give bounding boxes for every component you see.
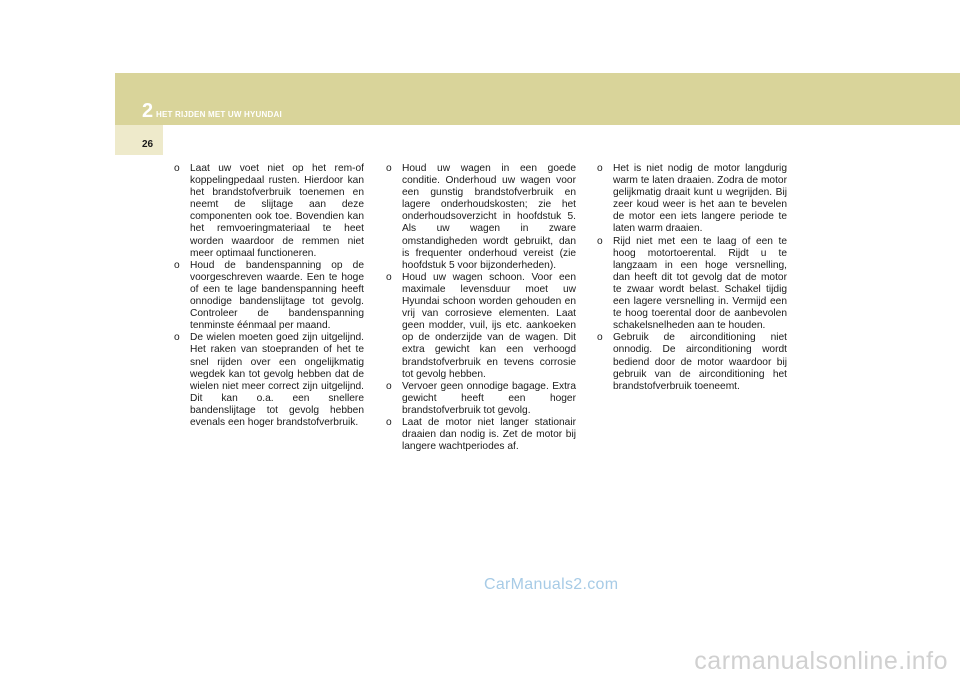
bullet-text: Houd uw wagen in een goede conditie. Onderhoud uw wagen voor een gunstig brandstofverbruik en lagere onderhoudskosten; zie het onderhoudsoverzicht in hoofdstuk 5. Als uw wagen in zware omstandigheden wordt gebruikt, dan is frequenter onderhoud vereist (zie hoofdstuk 5 voor bijzonderheden).: [402, 163, 576, 271]
bullet-marker: o: [386, 380, 392, 392]
bullet-item: [174, 163, 364, 260]
text-column-1: [174, 163, 364, 429]
bullet-item: [174, 260, 364, 333]
bullet-text: Laat de motor niet langer stationair draaien dan nodig is. Zet de motor bij langere wachtperiodes af.: [402, 416, 576, 453]
page-number: 26: [142, 139, 154, 150]
bullet-marker: o: [174, 259, 180, 271]
bullet-text: Houd uw wagen schoon. Voor een maximale levensduur moet uw Hyundai schoon worden gehouden en vrij van corrosieve elementen. Laat geen modder, vuil, ijs etc. aankoeken op de onderzijde van de wagen. Dit extra gewicht kan een verhoogd brandstofverbruik en tevens corrosie tot gevolg hebben.: [402, 271, 576, 380]
bullet-item: [386, 417, 576, 453]
bullet-text: Houd de bandenspanning op de voorgeschreven waarde. Een te hoge of een te lage bandenspanning heeft onnodige bandenslijtage tot gevolg. Controleer de bandenspanning tenminste éénmaal per maand.: [190, 259, 364, 332]
text-column-3: [597, 163, 787, 393]
bullet-marker: o: [597, 163, 603, 174]
bullet-marker: o: [386, 416, 392, 428]
bullet-marker: o: [597, 235, 603, 247]
bullet-text: Het is niet nodig de motor langdurig warm te laten draaien. Zodra de motor gelijkmatig draait kunt u wegrijden. Bij zeer koud weer is het aan te bevelen de motor een iets langere periode te laten warm draaien.: [613, 163, 787, 235]
text-column-2: [386, 163, 576, 453]
bullet-text: Gebruik de airconditioning niet onnodig. De airconditioning wordt bediend door de motor waardoor bij gebruik van de airconditioning het brandstofverbruik toeneemt.: [613, 332, 787, 392]
bullet-text: Laat uw voet niet op het rem-of koppelingpedaal rusten. Hierdoor kan het brandstofverbruik toenemen en neemt de slijtage aan deze componenten ook toe. Bovendien kan het remvoeringmateriaal te heet worden waardoor de remmen niet meer optimaal functioneren.: [190, 163, 364, 259]
bullet-item: [597, 332, 787, 392]
bullet-item: [174, 332, 364, 429]
bullet-item: [386, 381, 576, 417]
bullet-marker: o: [174, 163, 180, 174]
footer-watermark: carmanualsonline.info: [694, 647, 948, 675]
page-number-tab: [115, 125, 163, 155]
bullet-marker: o: [174, 332, 180, 344]
bullet-text: Vervoer geen onnodige bagage. Extra gewicht heeft een hoger brandstofverbruik tot gevolg.: [402, 380, 576, 416]
bullet-item: [597, 163, 787, 236]
bullet-text: Rijd niet met een te laag of een te hoog motortoerental. Rijdt u te langzaam in een hoge versnelling, dan heeft dit tot gevolg dat de motor te zwaar wordt belast. Schakel tijdig een lagere versnelling in. Vermijd een te hoog toerental door de aanbevolen schakelsnelheden aan te houden.: [613, 235, 787, 332]
bullet-item: [386, 163, 576, 272]
bullet-item: [597, 236, 787, 333]
carmanuals-watermark: CarManuals2.com: [484, 576, 619, 593]
chapter-number: 2: [142, 100, 154, 122]
bullet-marker: o: [386, 163, 392, 174]
chapter-title: HET RIJDEN MET UW HYUNDAI: [156, 110, 282, 119]
bullet-item: [386, 272, 576, 381]
bullet-text: De wielen moeten goed zijn uitgelijnd. Het raken van stoepranden of het te snel rijden over een ongelijkmatig wegdek kan tot gevolg hebben dat de wielen niet meer correct zijn uitgelijnd. Dit kan o.a. een snellere bandenslijtage tot gevolg hebben evenals een hoger brandstofverbruik.: [190, 332, 364, 428]
bullet-marker: o: [386, 271, 392, 283]
bullet-marker: o: [597, 332, 603, 344]
